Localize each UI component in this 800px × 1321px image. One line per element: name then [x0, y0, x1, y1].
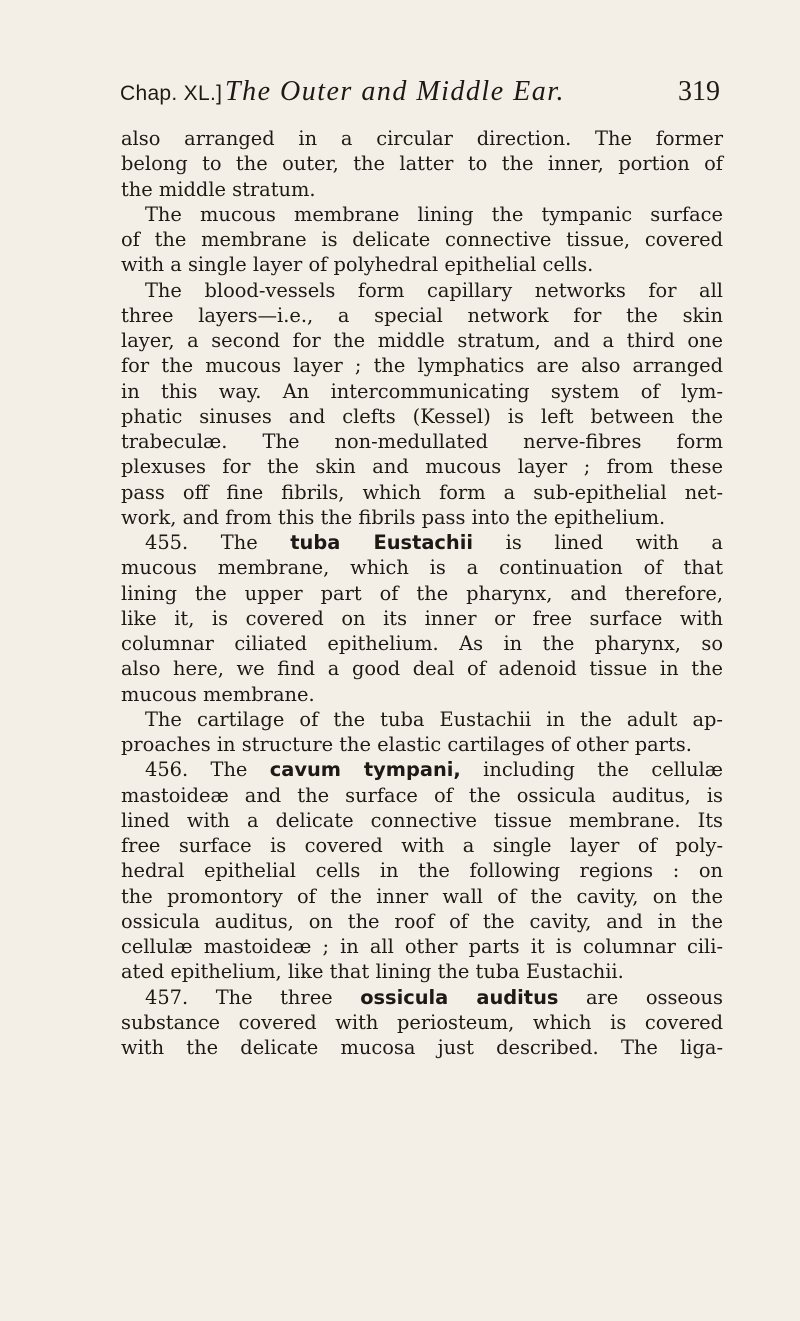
text-line: columnar ciliated epithelium. As in the pharynx, so: [121, 632, 723, 655]
section-456-rest: including the cellulæ: [460, 758, 723, 782]
text-line: belong to the outer, the latter to the inner, portion of: [121, 152, 723, 176]
chapter-label: Chap. XL.]: [120, 82, 223, 105]
text-line: in this way. An intercommunicating system of lym-: [121, 379, 723, 403]
term-tuba-eustachii: tuba Eustachii: [290, 531, 474, 554]
page-number: 319: [678, 76, 720, 107]
section-455-line: [121, 530, 723, 555]
text-line: ossicula auditus, on the roof of the cavity, and in the: [121, 909, 723, 933]
text-line: The mucous membrane lining the tympanic surface: [145, 202, 723, 226]
text-line: of the membrane is delicate connective tissue, covered: [121, 228, 723, 251]
text-line: like it, is covered on its inner or free surface with: [121, 606, 723, 630]
text-line: work, and from this the fibrils pass into the epithelium.: [121, 505, 666, 529]
running-header: [120, 76, 720, 116]
running-title: The Outer and Middle Ear.: [225, 76, 566, 107]
text-line: with a single layer of polyhedral epithelial cells.: [121, 253, 594, 277]
text-line: pass off fine fibrils, which form a sub-epithelial net-: [121, 480, 723, 504]
body-text: [121, 126, 723, 1060]
text-line: The blood-vessels form capillary networks for all: [145, 278, 723, 302]
text-line: lining the upper part of the pharynx, and therefore,: [121, 581, 723, 605]
text-line: the promontory of the inner wall of the cavity, on the: [121, 884, 723, 908]
section-457-lead: 457. The three: [145, 985, 361, 1009]
text-line: cellulæ mastoideæ ; in all other parts it is columnar cili-: [121, 935, 723, 958]
section-457-line: [121, 985, 723, 1010]
text-line: phatic sinuses and clefts (Kessel) is left between the: [121, 404, 723, 428]
text-line: free surface is covered with a single layer of poly-: [121, 834, 723, 857]
text-line: for the mucous layer ; the lymphatics are also arranged: [121, 354, 723, 378]
text-line: the middle stratum.: [121, 177, 316, 201]
text-line: with the delicate mucosa just described. The liga-: [121, 1036, 723, 1059]
text-line: mucous membrane, which is a continuation of that: [121, 556, 723, 580]
section-455-rest: is lined with a: [473, 531, 723, 554]
text-line: proaches in structure the elastic cartilages of other parts.: [121, 733, 692, 756]
text-line: The cartilage of the tuba Eustachii in the adult ap-: [145, 707, 723, 731]
section-456-line: [121, 757, 723, 782]
text-line: three layers—i.e., a special network for the skin: [121, 303, 723, 327]
text-line: hedral epithelial cells in the following regions : on: [121, 859, 723, 883]
text-line: also here, we find a good deal of adenoid tissue in the: [121, 657, 723, 681]
text-line: also arranged in a circular direction. The former: [121, 127, 723, 150]
term-ossicula-auditus: ossicula auditus: [360, 985, 559, 1009]
text-line: plexuses for the skin and mucous layer ; from these: [121, 455, 723, 479]
text-line: trabeculæ. The non-medullated nerve-fibres form: [121, 430, 723, 453]
section-455-lead: 455. The: [145, 531, 291, 554]
section-457-rest: are osseous: [558, 985, 723, 1009]
text-line: lined with a delicate connective tissue membrane. Its: [121, 808, 723, 832]
text-line: layer, a second for the middle stratum, and a third one: [121, 329, 723, 352]
text-line: substance covered with periosteum, which is covered: [121, 1010, 723, 1034]
term-cavum-tympani: cavum tympani,: [269, 758, 461, 782]
section-456-lead: 456. The: [145, 758, 270, 782]
text-line: ated epithelium, like that lining the tuba Eustachii.: [121, 960, 624, 984]
text-line: mastoideæ and the surface of the ossicula auditus, is: [121, 783, 723, 807]
text-line: mucous membrane.: [121, 682, 315, 706]
